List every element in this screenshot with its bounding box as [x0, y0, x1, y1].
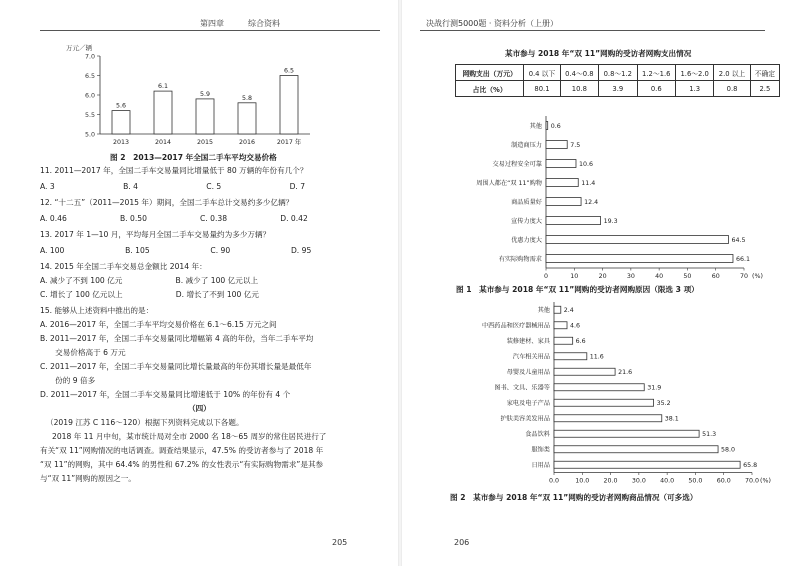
category-bar — [546, 179, 578, 187]
y-tick-label: 7.0 — [84, 53, 95, 61]
bar-value-label: 19.3 — [603, 217, 618, 225]
answer-option: A. 100 B. 105 C. 90 D. 95 — [40, 246, 312, 255]
category-bar — [546, 236, 728, 244]
x-tick-label: 0.0 — [548, 477, 560, 485]
x-tick-label: 70 — [739, 273, 749, 280]
category-label: 食品饮料 — [525, 431, 550, 439]
category-label: 交易过程安全可靠 — [492, 160, 542, 168]
category-label: 中西药品和医疗器械用品 — [481, 322, 550, 330]
chart-unit-label: 万元／辆 — [66, 44, 92, 52]
category-label: 宣传力度大 — [511, 217, 542, 225]
x-tick-label: 10 — [570, 273, 579, 280]
column-header-cell: 2.0 以上 — [714, 65, 750, 81]
x-tick-label: 50.0 — [688, 477, 703, 485]
bar-value-label: 0.6 — [550, 122, 561, 130]
page-number-left: 205 — [332, 538, 348, 547]
x-tick-label: 2013 — [112, 139, 130, 146]
y-tick-label: 5.5 — [84, 112, 95, 119]
category-bar — [554, 461, 740, 468]
column-header-cell: 0.8～1.2 — [599, 65, 637, 81]
bar-value-label: 6.6 — [575, 338, 586, 346]
category-label: 其他 — [529, 122, 542, 130]
x-tick-label: 2015 — [196, 139, 214, 146]
category-bar — [554, 415, 662, 422]
x-tick-label: 30 — [626, 273, 635, 280]
bar-value-label: 4.6 — [570, 322, 581, 330]
chart2-caption: 图 2 某市参与 2018 年“双 11”网购的受访者网购商品情况（可多选） — [450, 493, 698, 502]
table-cell: 10.8 — [560, 81, 598, 97]
column-header-cell: 不确定 — [750, 65, 779, 81]
paragraph-line: 与“双 11”网购的原因之一。 — [40, 474, 136, 483]
unit-label: (%) — [752, 273, 763, 280]
bar-value-label: 11.4 — [581, 179, 596, 187]
category-label: 商品质量好 — [511, 198, 542, 206]
category-bar — [546, 255, 733, 263]
question-text: 15. 能够从上述资料中推出的是： — [40, 306, 154, 315]
answer-option: B. 2011—2017 年，全国二手车交易量同比增幅第 4 高的年份，当年二手车平均 — [40, 334, 314, 343]
x-tick-label: 60 — [711, 273, 720, 280]
category-bar — [554, 368, 615, 375]
bar-value-label: 35.2 — [656, 400, 671, 408]
question-text: 交易价格高于 6 万元 — [40, 348, 126, 357]
row-header-cell: 网购支出（万元） — [456, 65, 524, 81]
answer-option: A. 减少了不到 100 亿元 B. 减少了 100 亿元以上 — [40, 276, 259, 285]
book-title: 决战行测5000题 · 资料分析（上册） — [426, 19, 558, 28]
answer-option: C. 2011—2017 年，全国二手车交易量同比增长量最高的年份其增长量是最低年 — [40, 362, 312, 371]
bar-value-label: 12.4 — [584, 198, 599, 206]
bar-value-label: 31.9 — [647, 384, 662, 392]
bar-value-label: 7.5 — [570, 141, 581, 149]
category-label: 装修建材、家具 — [506, 338, 550, 346]
x-tick-label: 0 — [543, 273, 549, 280]
bar-value-label: 5.8 — [241, 94, 253, 102]
row-header-cell: 占比（%） — [456, 81, 524, 97]
price-bar — [196, 99, 214, 134]
category-label: 汽车相关用品 — [512, 353, 550, 361]
bar-value-label: 64.5 — [731, 236, 746, 244]
right-page — [400, 0, 800, 566]
category-bar — [546, 198, 581, 206]
y-tick-label: 6.5 — [84, 73, 95, 80]
category-bar — [546, 122, 548, 130]
purchased-goods-chart — [440, 298, 780, 490]
price-bar — [154, 91, 172, 134]
x-tick-label: 2016 — [238, 139, 256, 146]
answer-option: A. 0.46 B. 0.50 C. 0.38 D. 0.42 — [40, 214, 308, 223]
category-bar — [554, 399, 654, 406]
bar-value-label: 66.1 — [735, 255, 750, 263]
y-tick-label: 6.0 — [84, 92, 95, 100]
category-bar — [554, 384, 644, 391]
section-mark: （四） — [188, 404, 211, 413]
bar-value-label: 2.4 — [563, 307, 574, 315]
category-bar — [554, 353, 587, 360]
header-rule — [40, 30, 380, 31]
x-tick-label: 20.0 — [603, 477, 618, 485]
category-label: 服饰类 — [531, 446, 550, 454]
bar-value-label: 21.6 — [618, 369, 633, 377]
category-bar — [554, 446, 718, 453]
category-bar — [546, 141, 567, 149]
x-tick-label: 2017 年 — [276, 139, 302, 146]
used-car-price-chart — [60, 40, 320, 152]
bar-value-label: 5.6 — [115, 102, 127, 110]
x-tick-label: 2014 — [154, 139, 172, 146]
table-cell: 2.5 — [750, 81, 779, 97]
paragraph-line: 2018 年 11 月中旬，某市统计局对全市 2000 名 18～65 周岁的常住居民进行了 — [52, 432, 327, 441]
x-tick-label: 70.0 — [744, 477, 760, 485]
category-label: 制造商压力 — [511, 141, 542, 149]
x-tick-label: 40 — [655, 273, 664, 280]
x-tick-label: 40.0 — [660, 477, 675, 485]
category-bar — [554, 430, 699, 437]
purchase-reasons-chart — [440, 112, 780, 280]
category-label: 家电及电子产品 — [506, 400, 550, 408]
bar-value-label: 10.6 — [578, 160, 594, 168]
price-bar — [238, 103, 256, 134]
x-tick-label: 60.0 — [716, 477, 731, 485]
category-label: 母婴及儿童用品 — [506, 369, 550, 377]
table-cell: 0.8 — [714, 81, 750, 97]
table-cell: 80.1 — [524, 81, 560, 97]
category-bar — [546, 160, 576, 168]
source-line: （2019 江苏 C 116～120）根据下列资料完成以下各题。 — [46, 418, 244, 427]
bar-value-label: 6.5 — [283, 67, 295, 75]
category-label: 日用品 — [531, 462, 550, 470]
answer-option: D. 2011—2017 年，全国二手车交易量同比增速低于 10% 的年份有 4 个 — [40, 390, 291, 399]
category-label: 有实际购物需求 — [498, 255, 542, 263]
category-label: 其他 — [537, 307, 550, 315]
answer-option: A. 3 B. 4 C. 5 D. 7 — [40, 182, 306, 191]
bar-value-label: 6.1 — [157, 83, 169, 91]
x-tick-label: 50 — [683, 273, 692, 280]
question-text: 14. 2015 年全国二手车交易总金额比 2014 年： — [40, 262, 207, 271]
y-tick-label: 5.0 — [84, 131, 95, 139]
table-cell: 1.3 — [675, 81, 713, 97]
column-header-cell: 0.4 以下 — [524, 65, 560, 81]
category-label: 图书、文具、乐器等 — [494, 384, 550, 392]
bar-value-label: 11.6 — [589, 353, 604, 361]
unit-label: (%) — [760, 477, 771, 485]
category-label: 周围人都在“双 11”购物 — [476, 179, 542, 187]
paragraph-line: “双 11”的网购，其中 64.4% 的男性和 67.2% 的女性表示“有实际购物需求”是其参 — [40, 460, 324, 469]
bar-value-label: 65.8 — [743, 462, 758, 470]
bar-value-label: 38.1 — [664, 415, 679, 423]
table-cell: 0.6 — [637, 81, 675, 97]
header-rule-right — [420, 30, 765, 31]
chapter-title: 综合资料 — [248, 19, 280, 28]
x-tick-label: 20 — [598, 273, 607, 280]
chapter-label: 第四章 — [200, 19, 224, 28]
table-cell: 3.9 — [599, 81, 637, 97]
paragraph-line: 有关“双 11”网购情况的电话调查。调查结果显示，47.5% 的受访者参与了 2018 年 — [40, 446, 324, 455]
chart1-caption: 图 1 某市参与 2018 年“双 11”网购的受访者网购原因（限选 3 项） — [456, 285, 699, 294]
question-text: 份的 9 倍多 — [40, 376, 96, 385]
bar-value-label: 5.9 — [199, 90, 211, 98]
answer-option: A. 2016—2017 年，全国二手车平均交易价格在 6.1～6.15 万元之间 — [40, 320, 277, 329]
table-header-row — [456, 65, 780, 81]
column-header-cell: 0.4～0.8 — [560, 65, 598, 81]
page-number-right: 206 — [454, 538, 470, 547]
question-text: 11. 2011—2017 年，全国二手车交易量同比增量低于 80 万辆的年份有几个？ — [40, 166, 308, 175]
x-tick-label: 10.0 — [575, 477, 590, 485]
spending-table — [455, 64, 780, 97]
category-label: 优惠力度大 — [511, 236, 542, 244]
answer-option: C. 增长了 100 亿元以上 D. 增长了不到 100 亿元 — [40, 290, 259, 299]
table-title: 某市参与 2018 年“双 11”网购的受访者网购支出情况 — [505, 49, 692, 58]
category-bar — [554, 306, 561, 313]
bar-value-label: 51.3 — [702, 431, 717, 439]
table-data-row — [456, 81, 780, 97]
category-bar — [554, 322, 567, 329]
category-label: 护肤美容美发用品 — [500, 415, 550, 423]
price-bar — [280, 76, 298, 135]
category-bar — [554, 337, 573, 344]
question-text: 12. “十二五”（2011—2015 年）期间，全国二手车总计交易约多少亿辆？ — [40, 198, 294, 207]
category-bar — [546, 217, 601, 225]
question-text: 13. 2017 年 1—10 月，平均每月全国二手车交易量约为多少万辆？ — [40, 230, 271, 239]
bar-value-label: 58.0 — [721, 446, 736, 454]
price-bar — [112, 111, 130, 134]
column-header-cell: 1.2～1.6 — [637, 65, 675, 81]
x-tick-label: 30.0 — [631, 477, 646, 485]
column-header-cell: 1.6～2.0 — [675, 65, 713, 81]
chart-caption: 图 2 2013—2017 年全国二手车平均交易价格 — [110, 153, 277, 162]
